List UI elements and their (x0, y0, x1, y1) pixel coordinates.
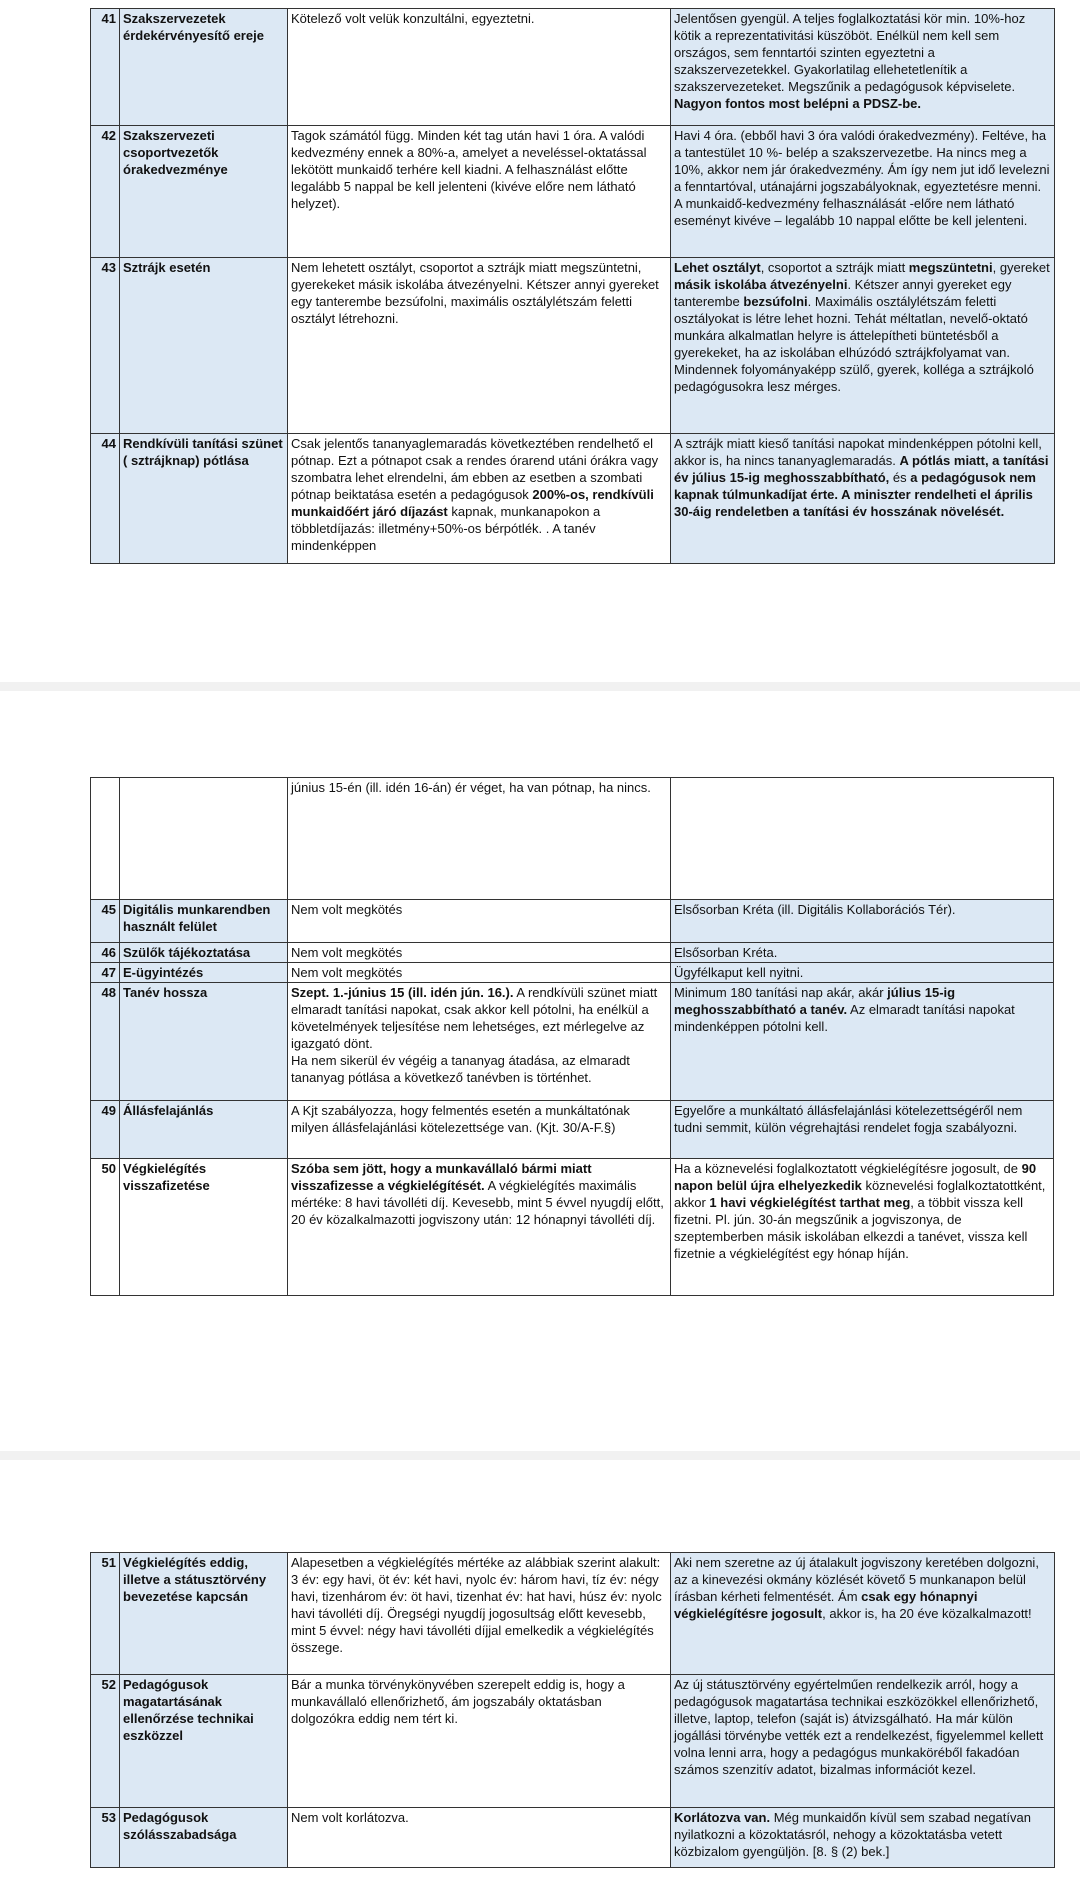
bold-text-run: július 15-ig meghosszabbítható a tanév. (674, 985, 956, 1017)
row-number: 47 (91, 963, 120, 983)
page-separator (0, 1451, 1080, 1460)
bold-text-run: bezsúfolni (743, 294, 808, 309)
old-rule-cell: Tagok számától függ. Minden két tag után havi 1 óra. A valódi kedvezmény ennek a 80%-a, amelyet a neveléssel-oktatással lekötött munkaidő terhére kell kiadni. A felhasználást előtte legalább 5 nappal be kell jelenteni (kivéve előre nem látható helyzet). (288, 126, 671, 258)
row-topic: Tanév hossza (120, 983, 288, 1101)
new-rule-cell (671, 1808, 1055, 1868)
old-rule-cell: Kötelező volt velük konzultálni, egyeztetni. (288, 9, 671, 126)
old-rule-cell: Nem lehetett osztályt, csoportot a sztrájk miatt megszüntetni, gyerekeket másik iskolába átvezényelni. Kétszer annyi gyereket egy tanterembe bezsúfolni, maximális osztálylétszám feletti osztályt létrehozni. (288, 258, 671, 434)
row-topic: Szakszervezetek érdekérvényesítő ereje (120, 9, 288, 126)
new-rule-cell (671, 258, 1055, 434)
new-rule-cell: Ügyfélkaput kell nyitni. (671, 963, 1054, 983)
row-topic: Pedagógusok szólásszabadsága (120, 1808, 288, 1868)
table-row (91, 9, 1055, 126)
new-rule-cell: Egyelőre a munkáltató állásfelajánlási kötelezettségéről nem tudni semmit, külön végrehajtási rendelet fogja szabályozni. (671, 1101, 1054, 1159)
row-topic: Pedagógusok magatartásának ellenőrzése technikai eszközzel (120, 1675, 288, 1808)
continuation-text: június 15-én (ill. idén 16-án) ér véget, ha van pótnap, ha nincs. (288, 778, 671, 900)
text-run: . Maximális osztálylétszám feletti osztályokat is létre lehet hozni. Tehát méltatlan, nevelő-oktató munkára alkalmatlan helyre is áttelepítheti büntetésből a gyerekeket, ha az iskolában elhúzódó sztrájkfolyamat van. Mindennek folyományaképp szülő, gyerek, kolléga a sztrájkoló pedagógusokra lesz mérges. (674, 294, 1034, 394)
text-run: . Kétszer annyi gyereket egy tanterembe (674, 277, 1012, 309)
document-page-1 (0, 0, 1080, 682)
row-number: 50 (91, 1159, 120, 1296)
table-row (91, 434, 1055, 564)
row-number: 48 (91, 983, 120, 1101)
table-row (91, 1553, 1055, 1675)
row-topic: Végkielégítés visszafizetése (120, 1159, 288, 1296)
old-rule-cell: Alapesetben a végkielégítés mértéke az alábbiak szerint alakult: 3 év: egy havi, öt év: két havi, nyolc év: három havi, tíz év: négy havi, tizenhárom év: öt havi, tizenhat év: hat havi, húsz év: nyolc havi távolléti díj. Öregségi nyugdíj jogosultság előtt kevesebb, mint 5 évvel: négy havi távolléti díjjal emelkedik a végkielégítés összege. (288, 1553, 671, 1675)
new-rule-cell (671, 1553, 1055, 1675)
text-run: A sztrájk miatt kieső tanítási napokat mindenképpen pótolni kell, akkor is, ha nincs tananyaglemaradás. (674, 436, 1042, 468)
text-run: , gyereket (992, 260, 1050, 275)
text-run: , csoportot a sztrájk miatt (760, 260, 909, 275)
text-run: , a többit vissza kell fizetni. Pl. jún. 30-án megszűnik a jogviszonya, de szeptemberben másik iskolában elkezdi a tanévet, vissza kell fizetnie a végkielégítést egy hónap híján. (674, 1195, 1028, 1261)
text-run: A rendkívüli szünet miatt elmaradt tanítási napokat, csak akkor kell pótolni, ha enélkül a követelmények teljesítése nem lehetséges, ezt mérlegelve az igazgató dönt. Ha nem sikerül év végéig a tananyag átadása, az elmaradt tananyag pótlása a következő tanévben is történhet. (291, 985, 658, 1085)
old-rule-cell: Nem volt megkötés (288, 900, 671, 943)
row-number: 46 (91, 943, 120, 963)
bold-text-run: a pedagógusok nem kapnak túlmunkadíjat érte. A miniszter rendelheti el április 30-áig rendeletben a tanítási év hosszának növelését. (674, 470, 1036, 519)
row-number: 52 (91, 1675, 120, 1808)
text-run: Minimum 180 tanítási nap akár, akár (674, 985, 888, 1000)
row-number: 53 (91, 1808, 120, 1868)
text-run: Az elmaradt tanítási napokat mindenképpen pótolni kell. (674, 1002, 1015, 1034)
bold-text-run: A pótlás miatt, a tanítási év július 15-ig meghosszabbítható, (674, 453, 1049, 485)
row-topic: Állásfelajánlás (120, 1101, 288, 1159)
old-rule-cell (288, 983, 671, 1101)
comparison-table (90, 1552, 1055, 1868)
new-rule-cell: Elsősorban Kréta. (671, 943, 1054, 963)
bold-text-run: 90 napon belül újra elhelyezkedik (674, 1161, 1037, 1193)
text-run: Még munkaidőn kívül sem szabad negatívan nyilatkozni a közoktatásról, nehogy a közoktatásba vetett közbizalom gyengüljön. [8. § (2) bek.] (674, 1810, 1031, 1859)
table-row (91, 1675, 1055, 1808)
row-topic: Végkielégítés eddig, illetve a státusztörvény bevezetése kapcsán (120, 1553, 288, 1675)
bold-text-run: 1 havi végkielégítést tarthat meg (709, 1195, 911, 1210)
bold-text-run: Korlátozva van. (674, 1810, 771, 1825)
table-row (91, 943, 1054, 963)
row-number: 43 (91, 258, 120, 434)
bold-text-run: megszüntetni (908, 260, 993, 275)
old-rule-cell: A Kjt szabályozza, hogy felmentés esetén a munkáltatónak milyen állásfelajánlási kötelezettsége van. (Kjt. 30/A-F.§) (288, 1101, 671, 1159)
row-number: 49 (91, 1101, 120, 1159)
new-rule-cell: Az új státusztörvény egyértelműen rendelkezik arról, hogy a pedagógusok magatartása technikai eszközökkel ellenőrizhető, illetve, laptop, telefon (saját is) átvizsgálható. Ha már külön jogállási törvénybe vették ezt a rendelkezést, figyelemmel kellett volna lenni arra, hogy a pedagógus munkaköréből fakadóan számos szenzitív adatot, bizalmas információt kezel. (671, 1675, 1055, 1808)
new-rule-cell: Havi 4 óra. (ebből havi 3 óra valódi órakedvezmény). Feltéve, ha a tantestület 10 %- belép a szakszervezetbe. Ha nincs meg a 10%, akkor nem jár órakedvezmény. Ám így nem jut idő levelezni a fenntartóval, utánajárni jogszabályoknak, egyeztetésre menni. A munkaidő-kedvezmény felhasználását -előre nem látható eseményt kivéve – legalább 10 nappal előtte be kell jelenteni. (671, 126, 1055, 258)
table-row (91, 983, 1054, 1101)
text-run: Csak jelentős tananyaglemaradás következtében rendelhető el pótnap. Ezt a pótnapot csak a rendes órarend utáni órákra vagy szombatra lehet elrendelni, ám ebben az esetben a szombati pótnap beiktatása esetén a pedagógusok (291, 436, 659, 502)
table-row (91, 1159, 1054, 1296)
old-rule-cell: Nem volt korlátozva. (288, 1808, 671, 1868)
row-topic: Rendkívüli tanítási szünet ( sztrájknap) pótlása (120, 434, 288, 564)
row-number: 41 (91, 9, 120, 126)
bold-text-run: Szóba sem jött, hogy a munkavállaló bármi miatt visszafizesse a végkielégítését. (291, 1161, 592, 1193)
new-rule-cell (671, 1159, 1054, 1296)
row-topic: E-ügyintézés (120, 963, 288, 983)
comparison-table (90, 777, 1054, 1296)
table-row (91, 963, 1054, 983)
new-rule-cell (671, 983, 1054, 1101)
text-run: Ha a köznevelési foglalkoztatott végkielégítésre jogosult, de (674, 1161, 1022, 1176)
text-run: kapnak, munkanapokon a többletdíjazás: illetmény+50%-os bérpótlék. . A tanév mindenképpen (291, 504, 601, 553)
text-run: köznevelési foglalkoztatottként, akkor (674, 1178, 1046, 1210)
new-rule-bold: Nagyon fontos most belépni a PDSZ-be. (674, 96, 922, 111)
new-rule-cell: Elsősorban Kréta (ill. Digitális Kollaborációs Tér). (671, 900, 1054, 943)
old-rule-cell: Nem volt megkötés (288, 963, 671, 983)
bold-text-run: Lehet osztályt (674, 260, 761, 275)
row-number: 51 (91, 1553, 120, 1675)
table-row (91, 1101, 1054, 1159)
document-page-3 (0, 1460, 1080, 1878)
text-run: és (889, 470, 911, 485)
old-rule-cell (288, 434, 671, 564)
bold-text-run: 200%-os, rendkívüli munkaidőért járó díjazást (291, 487, 654, 519)
row-topic: Digitális munkarendben használt felület (120, 900, 288, 943)
page-separator (0, 682, 1080, 691)
table-row (91, 1808, 1055, 1868)
table-row (91, 258, 1055, 434)
old-rule-cell (288, 1159, 671, 1296)
table-row-continuation (91, 778, 1054, 900)
row-topic: Sztrájk esetén (120, 258, 288, 434)
bold-text-run: csak egy hónapnyi végkielégítésre jogosult (674, 1589, 978, 1621)
table-row (91, 126, 1055, 258)
new-rule-cell (671, 434, 1055, 564)
text-run: Aki nem szeretne az új átalakult jogviszony keretében dolgozni, az a kinevezési okmány közlését követő 5 munkanapon belül írásban kérheti felmentését. Ám (674, 1555, 1039, 1604)
old-rule-cell: Nem volt megkötés (288, 943, 671, 963)
new-rule-cell (671, 9, 1055, 126)
row-topic: Szakszervezeti csoportvezetők órakedvezménye (120, 126, 288, 258)
row-topic: Szülők tájékoztatása (120, 943, 288, 963)
new-rule-text: Jelentősen gyengül. A teljes foglalkoztatási kör min. 10%-hoz kötik a reprezentativitási küszöböt. Enélkül nem kell sem országos, sem fenntartói szinten egyeztetni a szakszervezetekkel. Gyakorlatilag ellehetetlenítik a szakszervezeteket. Megszűnik a pedagógusok képviselete. (674, 11, 1026, 94)
text-run: , akkor is, ha 20 éve közalkalmazott! (822, 1606, 1032, 1621)
row-number: 45 (91, 900, 120, 943)
row-number: 44 (91, 434, 120, 564)
text-run: A végkielégítés maximális mértéke: 8 havi távolléti díj. Kevesebb, mint 5 évvel nyugdíj előtt, 20 év közalkalmazotti jogviszony után: 12 hónapnyi távolléti díj. (291, 1178, 664, 1227)
document-page-2 (0, 691, 1080, 1451)
comparison-table (90, 8, 1055, 564)
bold-text-run: Szept. 1.-június 15 (ill. idén jún. 16.). (291, 985, 514, 1000)
row-number: 42 (91, 126, 120, 258)
bold-text-run: másik iskolába átvezényelni (674, 277, 848, 292)
table-row (91, 900, 1054, 943)
old-rule-cell: Bár a munka törvénykönyvében szerepelt eddig is, hogy a munkavállaló ellenőrizhető, ám jogszabály oktatásban dolgozókra eddig nem tért ki. (288, 1675, 671, 1808)
